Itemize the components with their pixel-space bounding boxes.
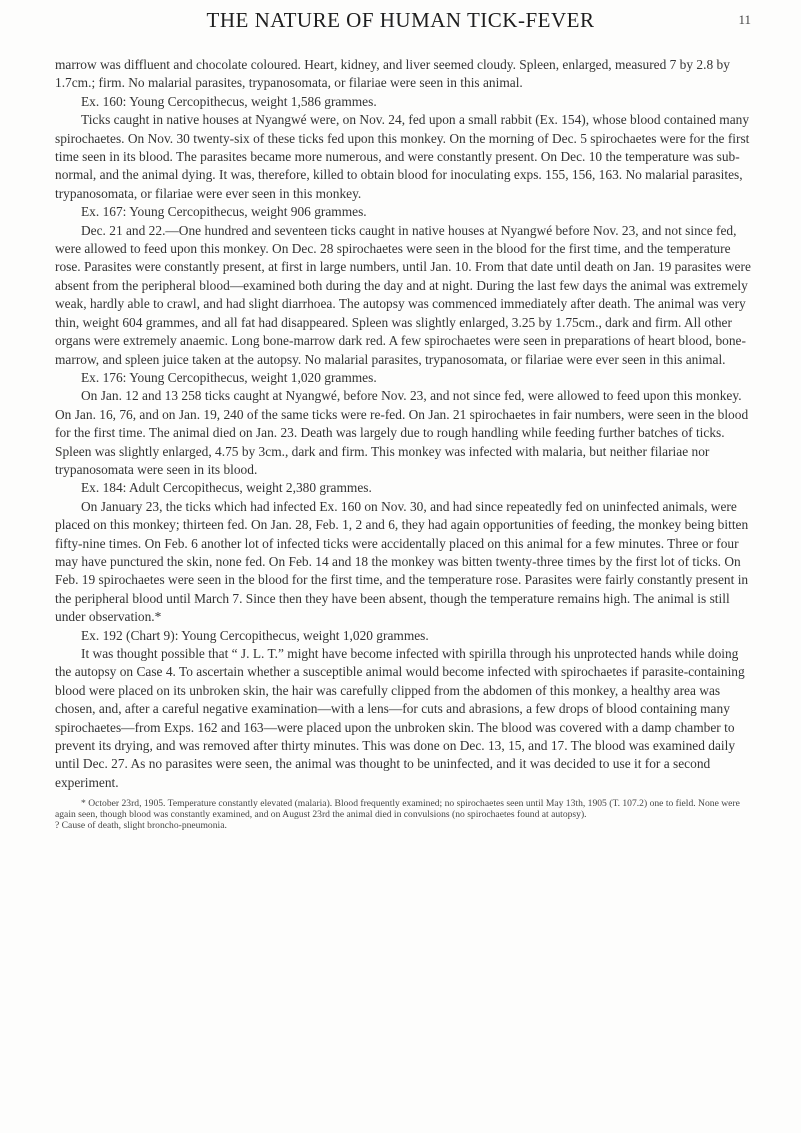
experiment-heading: Ex. 192 (Chart 9): Young Cercopithecus, weight 1,020 grammes.	[81, 627, 429, 643]
running-title: THE NATURE OF HUMAN TICK-FEVER	[206, 8, 595, 32]
paragraph: Ticks caught in native houses at Nyangwé were, on Nov. 24, fed upon a small rabbit (Ex. 154), whose blood contained many spirochaetes. On Nov. 30 twenty-six of these ticks fed upon this monkey. On the morning of Dec. 5 spirochaetes were for the first time seen in its blood. The parasites became more numerous, and were constantly present. On Dec. 10 the temperature was sub-normal, and the animal dying. It was, therefore, killed to obtain blood for inoculating exps. 155, 156, 163. No malarial parasites, trypanosomata, or filariae were ever seen in this monkey.	[55, 112, 750, 201]
body-text	[55, 56, 758, 831]
paragraph: On January 23, the ticks which had infected Ex. 160 on Nov. 30, and had since repeatedly fed on uninfected animals, were placed on this monkey; thirteen fed. On Jan. 28, Feb. 1, 2 and 6, they had again opportunities of feeding, the monkey being bitten fifty-nine times. On Feb. 6 another lot of infected ticks were accidentally placed on this animal for a few minutes. Three or four may have punctured the skin, none fed. On Feb. 14 and 18 the monkey was bitten twenty-three times by the first lot of ticks. On Feb. 19 spirochaetes were seen in the blood for the first time, and the temperature rose. Parasites were fairly constantly present in the peripheral blood until March 7. Since then they have been absent, though the temperature remains high. The animal is still under observation.*	[55, 498, 749, 625]
footnotes	[55, 798, 758, 831]
experiment-heading: Ex. 167: Young Cercopithecus, weight 906 grammes.	[81, 204, 367, 220]
footnote: * October 23rd, 1905. Temperature constantly elevated (malaria). Blood frequently examined; no spirochaetes seen until May 13th, 1905 (T. 107.2) one to field. None were again seen, though blood was constantly examined, and on August 23rd the animal died in convulsions (no spirochaetes found at autopsy).	[55, 798, 740, 821]
experiment-heading: Ex. 176: Young Cercopithecus, weight 1,020 grammes.	[81, 369, 377, 385]
paragraph: It was thought possible that “ J. L. T.” might have become infected with spirilla through his unprotected hands while doing the autopsy on Case 4. To ascertain whether a susceptible animal would become infected with spirochaetes if parasite-containing blood were placed on its unbroken skin, the hair was carefully clipped from the abdomen of this monkey, a healthy area was chosen, and, after a careful negative examination—with a lens—for cuts and abrasions, a few drops of blood containing many spirochaetes—from Exps. 162 and 163—were placed upon the unbroken skin. The blood was covered with a damp chamber to prevent its drying, and was removed after thirty minutes. This was done on Dec. 13, 15, and 17. The blood was examined daily until Dec. 27. As no parasites were seen, the animal was thought to be uninfected, and it was decided to use it for a second experiment.	[55, 646, 745, 790]
experiment-heading: Ex. 184: Adult Cercopithecus, weight 2,380 grammes.	[81, 480, 372, 496]
paragraph: Dec. 21 and 22.—One hundred and seventeen ticks caught in native houses at Nyangwé before Nov. 23, and not since fed, were allowed to feed upon this monkey. On Dec. 28 spirochaetes were seen in the blood for the first time, and the temperature rose. Parasites were constantly present, at first in large numbers, until Jan. 10. From that date until death on Jan. 19 parasites were absent from the peripheral blood—examined both during the day and at night. During the last few days the animal was extremely weak, hardly able to crawl, and had slight diarrhoea. The autopsy was commenced immediately after death. The animal was very thin, weight 604 grammes, and all fat had disappeared. Spleen was slightly enlarged, 3.25 by 1.75cm., dark and firm. All other organs were extremely anaemic. Long bone-marrow dark red. A few spirochaetes were seen in preparations of heart blood, bone-marrow, and spleen juice taken at the autopsy. No malarial parasites, trypanosomata, or filariae were ever seen in this animal.	[55, 222, 751, 367]
experiment-heading: Ex. 160: Young Cercopithecus, weight 1,586 grammes.	[81, 93, 377, 109]
page-number: 11	[738, 12, 751, 27]
paragraph: On Jan. 12 and 13 258 ticks caught at Nyangwé, before Nov. 23, and not since fed, were allowed to feed upon this monkey. On Jan. 16, 76, and on Jan. 19, 240 of the same ticks were re-fed. On Jan. 21 spirochaetes in fair numbers, were seen in the blood for the first time. The animal died on Jan. 23. Death was largely due to rough handling while feeding further batches of ticks. Spleen was slightly enlarged, 4.75 by 3cm., dark and firm. This monkey was infected with malaria, but neither filariae nor trypanosomata were seen in its blood.	[55, 388, 749, 477]
paragraph: marrow was diffluent and chocolate coloured. Heart, kidney, and liver seemed cloudy. Spleen, enlarged, measured 7 by 2.8 by 1.7cm.; firm. No malarial parasites, trypanosomata, or filariae were seen in this animal.	[55, 57, 730, 91]
page-header	[0, 8, 801, 36]
footnote: ? Cause of death, slight broncho-pneumonia.	[55, 820, 227, 832]
